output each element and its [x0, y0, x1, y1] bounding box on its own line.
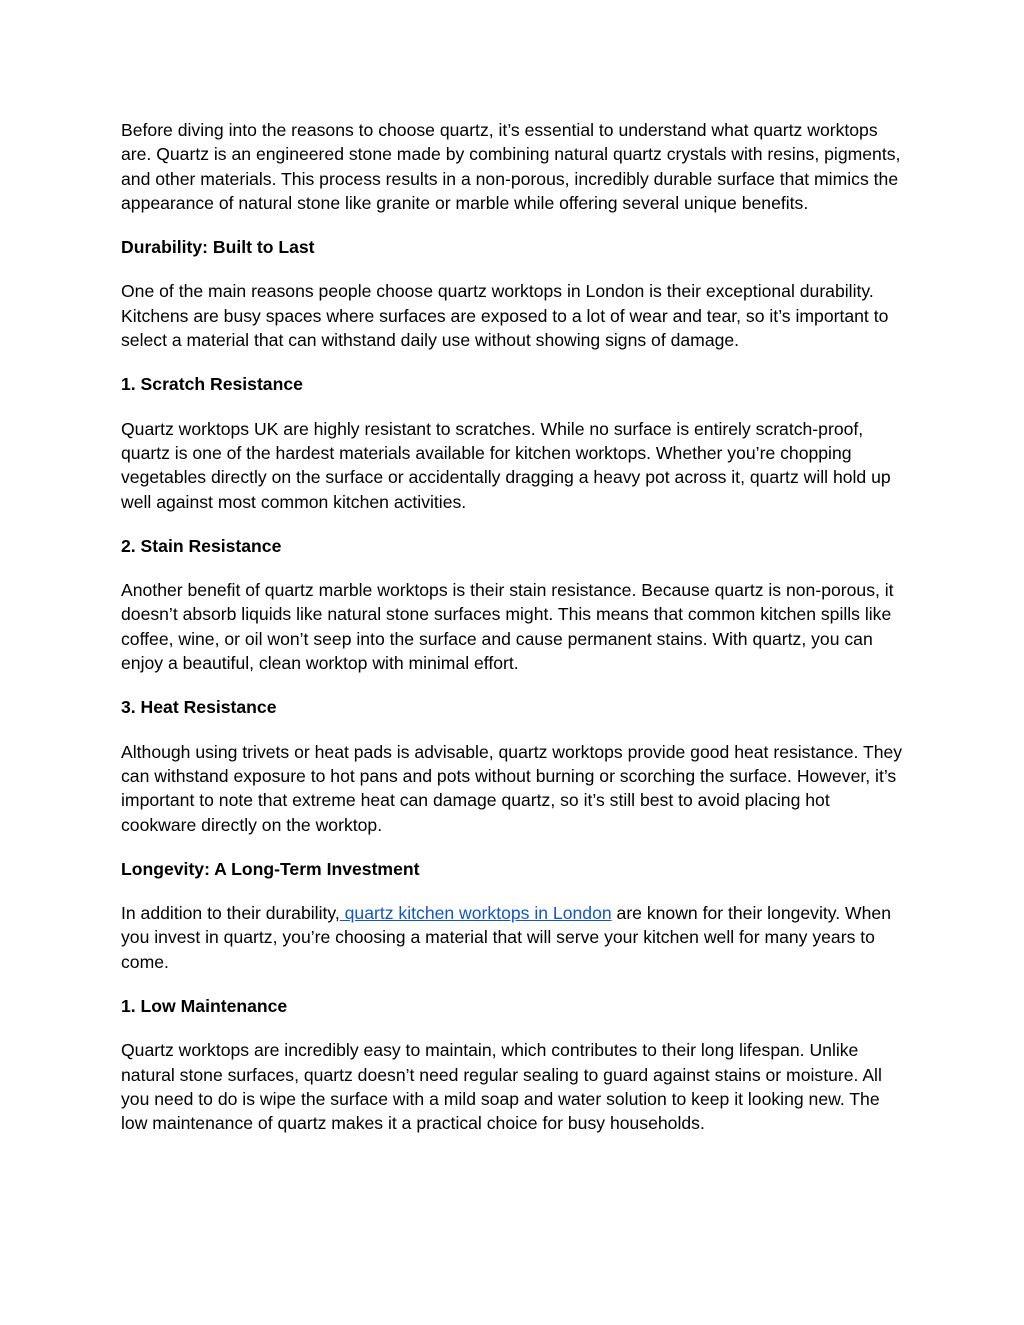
scratch-resistance-paragraph: Quartz worktops UK are highly resistant to scratches. While no surface is entirely scratch-proof, quartz is one of the hardest materials available for kitchen worktops. Whether you’re chopping vegetables directly on the surface or accidentally dragging a heavy pot across it, quartz will hold up well against most common kitchen activities.: [121, 418, 891, 512]
durability-paragraph: One of the main reasons people choose quartz worktops in London is their exceptional durability. Kitchens are busy spaces where surfaces are exposed to a lot of wear and tear, so it’s important to select a material that can withstand daily use without showing signs of damage.: [121, 281, 889, 351]
longevity-paragraph: [121, 901, 907, 974]
low-maintenance-paragraph: Quartz worktops are incredibly easy to maintain, which contributes to their long lifespan. Unlike natural stone surfaces, quartz doesn’t need regular sealing to guard against stains or moisture. All you need to do is wipe the surface with a mild soap and water solution to keep it looking new. The low maintenance of quartz makes it a practical choice for busy households.: [121, 1040, 882, 1134]
quartz-kitchen-worktops-link[interactable]: quartz kitchen worktops in London: [339, 903, 612, 924]
stain-resistance-paragraph: Another benefit of quartz marble worktops is their stain resistance. Because quartz is non-porous, it doesn’t absorb liquids like natural stone surfaces might. This means that common kitchen spills like coffee, wine, or oil won’t seep into the surface and cause permanent stains. With quartz, you can enjoy a beautiful, clean worktop with minimal effort.: [121, 580, 894, 674]
heat-resistance-paragraph: Although using trivets or heat pads is advisable, quartz worktops provide good heat resistance. They can withstand exposure to hot pans and pots without burning or scorching the surface. However, it’s important to note that extreme heat can damage quartz, so it’s still best to avoid placing hot cookware directly on the worktop.: [121, 741, 903, 835]
intro-paragraph: Before diving into the reasons to choose quartz, it’s essential to understand what quartz worktops are. Quartz is an engineered stone made by combining natural quartz crystals with resins, pigments, and other materials. This process results in a non-porous, incredibly durable surface that mimics the appearance of natural stone like granite or marble while offering several unique benefits.: [121, 120, 901, 213]
stain-resistance-heading: 2. Stain Resistance: [121, 535, 282, 556]
longevity-text-before: In addition to their durability,: [121, 903, 340, 924]
longevity-heading: Longevity: A Long-Term Investment: [121, 858, 420, 879]
low-maintenance-heading: 1. Low Maintenance: [121, 996, 288, 1017]
document-page: [121, 118, 907, 1156]
heat-resistance-heading: 3. Heat Resistance: [121, 697, 277, 718]
scratch-resistance-heading: 1. Scratch Resistance: [121, 374, 303, 395]
durability-heading: Durability: Built to Last: [121, 237, 315, 258]
longevity-text-after: are known for their longevity. When you invest in quartz, you’re choosing a material that will serve your kitchen well for many years to come.: [121, 903, 891, 972]
